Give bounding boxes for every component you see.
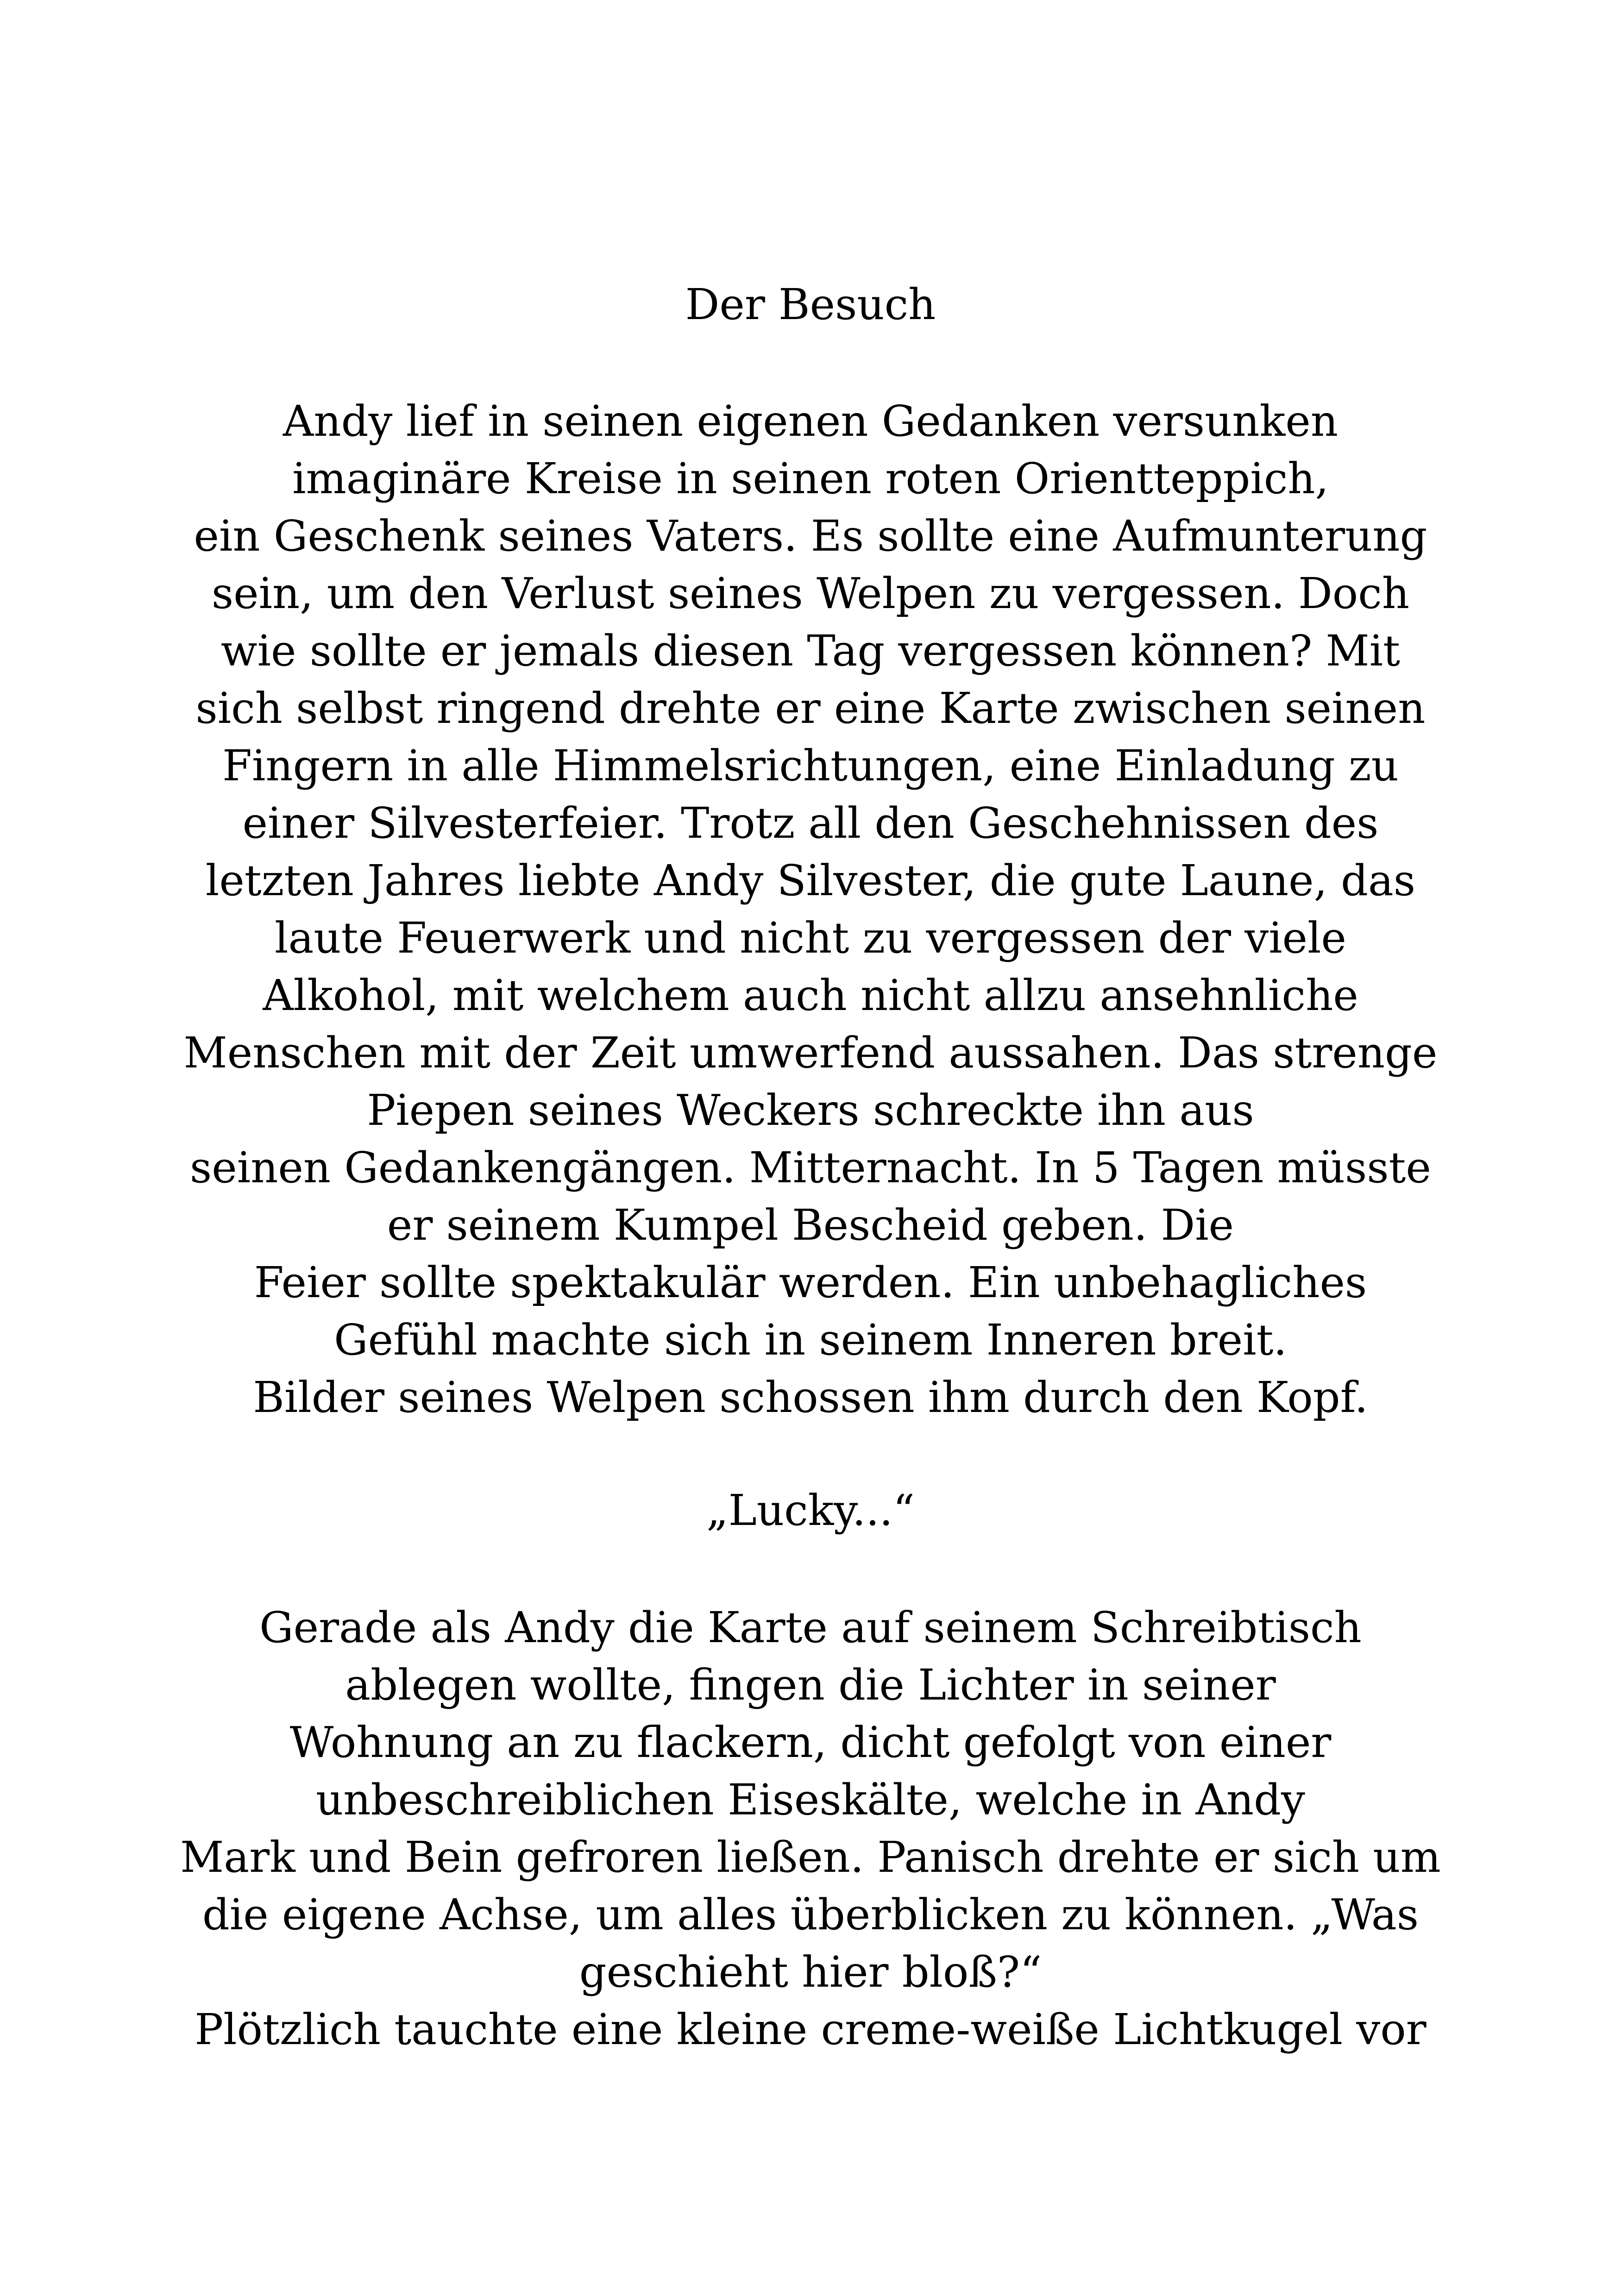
paragraph-line: sein, um den Verlust seines Welpen zu vergessen. Doch bbox=[211, 569, 1410, 618]
paragraph-1 bbox=[0, 393, 1621, 1426]
paragraph-line: Gerade als Andy die Karte auf seinem Schreibtisch bbox=[259, 1603, 1362, 1652]
paragraph-line: imaginäre Kreise in seinen roten Orientteppich, bbox=[292, 454, 1329, 503]
paragraph-line: sich selbst ringend drehte er eine Karte zwischen seinen bbox=[195, 684, 1426, 733]
paragraph-line: seinen Gedankengängen. Mitternacht. In 5 Tagen müsste bbox=[190, 1143, 1431, 1192]
paragraph-line: die eigene Achse, um alles überblicken zu können. „Was bbox=[202, 1890, 1419, 1939]
paragraph-line: Bilder seines Welpen schossen ihm durch den Kopf. bbox=[253, 1373, 1368, 1422]
dialogue-text: „Lucky...“ bbox=[706, 1486, 915, 1535]
paragraph-line: Andy lief in seinen eigenen Gedanken versunken bbox=[283, 396, 1338, 446]
paragraph-line: Gefühl machte sich in seinem Inneren breit. bbox=[334, 1315, 1287, 1365]
paragraph-line: ablegen wollte, fingen die Lichter in seiner bbox=[345, 1660, 1276, 1710]
document-title bbox=[0, 276, 1621, 333]
paragraph-line: Feier sollte spektakulär werden. Ein unbehagliches bbox=[254, 1258, 1367, 1307]
paragraph-2 bbox=[0, 1599, 1621, 2058]
paragraph-line: letzten Jahres liebte Andy Silvester, die gute Laune, das bbox=[205, 856, 1416, 905]
paragraph-line: er seinem Kumpel Bescheid geben. Die bbox=[387, 1200, 1234, 1250]
paragraph-line: geschieht hier bloß?“ bbox=[579, 1947, 1042, 1997]
paragraph-line: Wohnung an zu flackern, dicht gefolgt von einer bbox=[289, 1718, 1332, 1767]
paragraph-line: unbeschreiblichen Eiseskälte, welche in Andy bbox=[315, 1775, 1306, 1825]
title-text: Der Besuch bbox=[685, 280, 936, 329]
dialogue-line bbox=[0, 1482, 1621, 1539]
paragraph-line: Alkohol, mit welchem auch nicht allzu ansehnliche bbox=[263, 971, 1358, 1020]
paragraph-line: Mark und Bein gefroren ließen. Panisch drehte er sich um bbox=[180, 1832, 1441, 1882]
paragraph-line: einer Silvesterfeier. Trotz all den Geschehnissen des bbox=[242, 798, 1379, 848]
paragraph-line: Plötzlich tauchte eine kleine creme-weiße Lichtkugel vor bbox=[195, 2005, 1426, 2054]
paragraph-line: ein Geschenk seines Vaters. Es sollte eine Aufmunterung bbox=[194, 511, 1427, 561]
paragraph-line: Piepen seines Weckers schreckte ihn aus bbox=[367, 1085, 1254, 1135]
paragraph-line: laute Feuerwerk und nicht zu vergessen der viele bbox=[275, 913, 1346, 963]
paragraph-line: Menschen mit der Zeit umwerfend aussahen. Das strenge bbox=[183, 1028, 1438, 1078]
paragraph-line: wie sollte er jemals diesen Tag vergessen können? Mit bbox=[220, 626, 1401, 676]
paragraph-line: Fingern in alle Himmelsrichtungen, eine Einladung zu bbox=[222, 741, 1399, 790]
